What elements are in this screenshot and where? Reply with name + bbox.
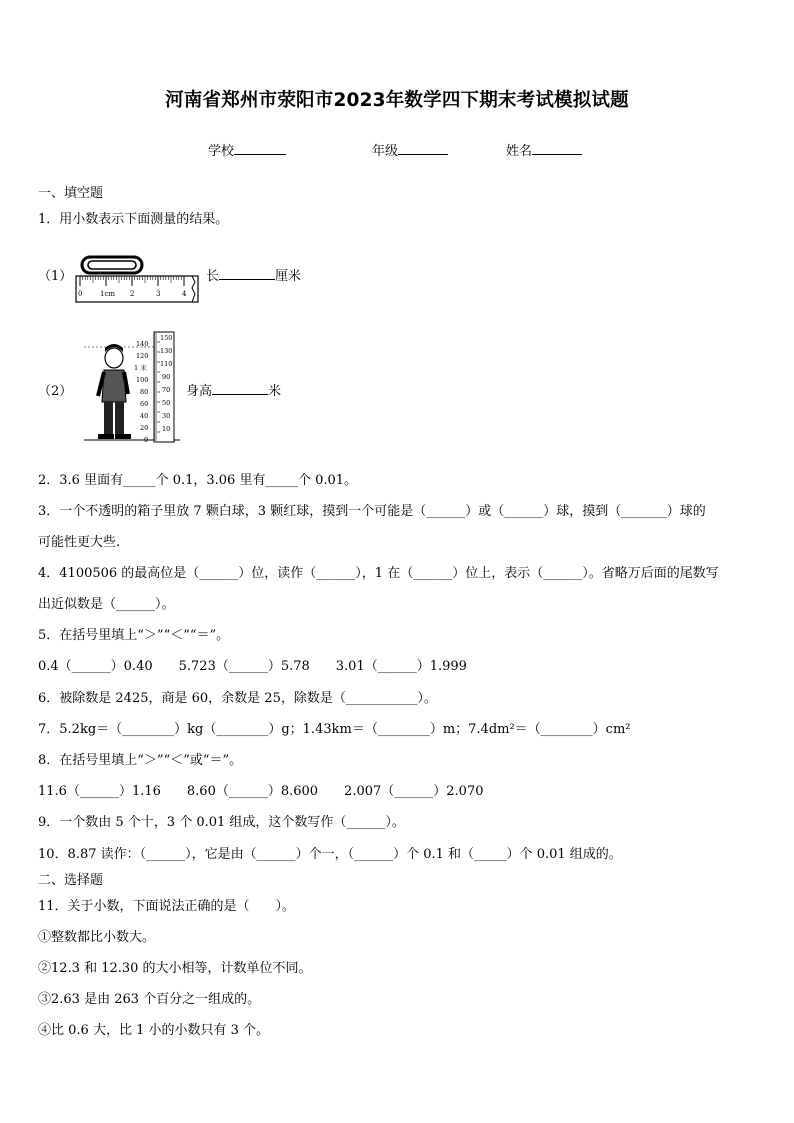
school-label: 学校 [208, 144, 235, 159]
question-1-part1-answer: 长 厘米 [206, 269, 302, 284]
option-3[interactable]: ③2.63 是由 263 个百分之一组成的。 [38, 992, 261, 1007]
question-4-line2: 出近似数是（______）。 [38, 597, 175, 612]
question-3-line2: 可能性更大些. [38, 535, 121, 550]
question-10: 10．8.87 读作：（______），它是由（______）个一，（______）个 0.1 和（_____）个 0.01 组成的。 [38, 847, 622, 862]
svg-text:80: 80 [140, 388, 149, 396]
svg-text:20: 20 [140, 424, 149, 432]
svg-text:1 米: 1 米 [134, 364, 147, 372]
svg-text:0: 0 [144, 436, 149, 444]
svg-text:90: 90 [162, 373, 171, 381]
question-9: 9．一个数由 5 个十，3 个 0.01 组成，这个数写作（______）。 [38, 815, 405, 830]
svg-text:130: 130 [160, 347, 173, 355]
height-measure-figure [84, 330, 184, 446]
page-title: 河南省郑州市荥阳市2023年数学四下期末考试模拟试题 [165, 90, 629, 111]
question-11: 11．关于小数，下面说法正确的是（ ）。 [38, 899, 296, 914]
height-blank[interactable] [212, 382, 268, 395]
svg-text:70: 70 [162, 386, 171, 394]
section-fill-blank: 一、填空题 [38, 186, 104, 201]
question-8: 8．在括号里填上“＞”“＜”或“＝”。 [38, 753, 243, 768]
svg-text:140: 140 [136, 340, 149, 348]
paperclip-icon [82, 257, 142, 273]
svg-text:50: 50 [162, 399, 171, 407]
svg-text:40: 40 [140, 412, 149, 420]
option-2[interactable]: ②12.3 和 12.30 的大小相等，计数单位不同。 [38, 961, 312, 976]
question-7: 7．5.2kg＝（________）kg（________）g；1.43km＝（________）m；7.4dm²＝（________）cm² [38, 722, 631, 737]
school-field [208, 140, 286, 159]
question-3-line1: 3．一个不透明的箱子里放 7 颗白球，3 颗红球，摸到一个可能是（______）或（______）球，摸到（_______）球的 [38, 504, 706, 519]
question-2: 2．3.6 里面有_____个 0.1，3.06 里有_____个 0.01。 [38, 473, 358, 488]
school-blank[interactable] [234, 142, 286, 155]
person-icon [98, 344, 131, 439]
name-field [506, 140, 582, 159]
grade-label: 年级 [372, 144, 399, 159]
ruler-tick-label: 4 [182, 290, 187, 298]
option-4[interactable]: ④比 0.6 大，比 1 小的小数只有 3 个。 [38, 1023, 270, 1038]
name-blank[interactable] [532, 142, 582, 155]
ruler-tick-label: 2 [130, 290, 135, 298]
svg-text:10: 10 [162, 425, 171, 433]
grade-field [372, 140, 448, 159]
svg-text:110: 110 [160, 360, 173, 368]
question-1-part2-answer: 身高 米 [186, 384, 282, 399]
question-1-part1-label: （1） [38, 269, 73, 284]
svg-text:60: 60 [140, 400, 149, 408]
svg-text:100: 100 [136, 376, 149, 384]
section-multiple-choice: 二、选择题 [38, 873, 104, 888]
ruler-tick-label: 3 [156, 290, 161, 298]
ruler-tick-label: 0 [78, 290, 83, 298]
ruler-paperclip-figure [74, 250, 202, 306]
ruler-tick-label: 1cm [100, 290, 116, 298]
svg-text:150: 150 [160, 334, 173, 342]
question-1: 1．用小数表示下面测量的结果。 [38, 212, 229, 227]
question-6: 6．被除数是 2425，商是 60，余数是 25，除数是（___________）。 [38, 691, 437, 706]
grade-blank[interactable] [398, 142, 448, 155]
question-5: 5．在括号里填上“＞”“＜”“＝”。 [38, 628, 230, 643]
svg-text:120: 120 [136, 352, 149, 360]
question-4-line1: 4．4100506 的最高位是（______）位，读作（______），1 在（______）位上，表示（______）。省略万后面的尾数写 [38, 566, 719, 581]
length-blank[interactable] [219, 267, 275, 280]
question-8-row: 11.6（______）1.16 8.60（______）8.600 2.007（______）2.070 [38, 784, 484, 799]
name-label: 姓名 [506, 144, 533, 159]
question-1-part2-label: （2） [38, 384, 73, 399]
option-1[interactable]: ①整数都比小数大。 [38, 930, 156, 945]
question-5-row: 0.4（______）0.40 5.723（______）5.78 3.01（______）1.999 [38, 659, 467, 674]
svg-text:30: 30 [162, 412, 171, 420]
